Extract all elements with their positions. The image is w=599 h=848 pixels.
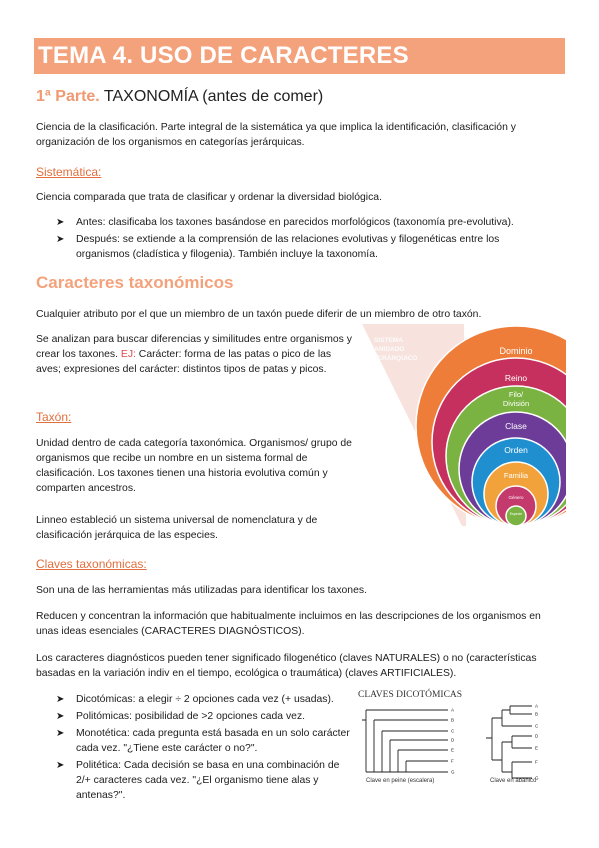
list-item: ➤ Dicotómicas: a elegir ÷ 2 opciones cada vez (+ usadas). bbox=[56, 694, 334, 705]
arrow-bullet-icon: ➤ bbox=[56, 694, 65, 705]
taxon-paragraph: Unidad dentro de cada categoría taxonómica. Organismos/ grupo de organismos que recibe un nombre en un sistema formal de clasificación. Los taxones tienen una historia evolutiva común y comparten ancestros. bbox=[36, 438, 352, 494]
caracteres-example-paragraph: Se analizan para buscar diferencias y similitudes entre organismos y crear los taxones. EJ: Carácter: forma de las patas o pico de las aves; expresiones del carácter: distintos tipos de patas y picos. bbox=[36, 334, 352, 375]
list-item: ➤ Politómicas: posibilidad de >2 opciones cada vez. bbox=[56, 711, 306, 722]
hierarchy-caption-line: ANIDADO bbox=[374, 346, 405, 353]
hierarchy-caption-line: JERÁRQUICO bbox=[374, 355, 418, 362]
comb-tip-label: C bbox=[451, 728, 455, 734]
arrow-bullet-icon: ➤ bbox=[56, 760, 65, 771]
linneo-paragraph: Linneo estableció un sistema universal de nomenclatura y de clasificación jerárquica de las especies. bbox=[36, 515, 318, 541]
claves-paragraph-3: Los caracteres diagnósticos pueden tener significado filogenético (claves NATURALES) o no (características basadas en la variación indiv en el tiempo, ecológica o traumática) (claves ARTIFICIALES). bbox=[36, 653, 537, 679]
hierarchy-level-label: División bbox=[502, 399, 530, 408]
list-item: ➤ Politética: Cada decisión se basa en una combinación de 2/+ caracteres cada vez. "¿El organismo tiene alas y antenas?". bbox=[56, 760, 340, 801]
arrow-bullet-icon: ➤ bbox=[56, 711, 65, 722]
arrow-bullet-icon: ➤ bbox=[56, 728, 65, 739]
claves-list bbox=[54, 692, 350, 805]
list-item: ➤ Antes: clasificaba los taxones basándose en parecidos morfológicos (taxonomía pre-evolutiva). bbox=[56, 217, 514, 228]
arrow-bullet-icon: ➤ bbox=[56, 217, 65, 228]
hierarchy-level-label: Especie bbox=[509, 512, 523, 516]
sistematica-paragraph: Ciencia comparada que trata de clasificar y ordenar la diversidad biológica. bbox=[36, 192, 382, 203]
sistematica-list bbox=[54, 215, 544, 264]
hierarchy-level-label: Familia bbox=[503, 471, 529, 480]
hierarchy-ring bbox=[506, 506, 526, 526]
fan-tip-label: F bbox=[535, 759, 538, 765]
arrow-bullet-icon: ➤ bbox=[56, 234, 65, 245]
section-heading-claves: Claves taxonómicas: bbox=[36, 557, 147, 571]
hierarchy-level-label: Clase bbox=[505, 421, 527, 431]
part-subtitle: (antes de comer) bbox=[202, 88, 324, 105]
fan-tip-label: B bbox=[535, 711, 539, 717]
list-item: ➤ Después: se extiende a la comprensión de las relaciones evolutivas y filogenéticas entre los organismos (cladística y filogenia). También incluye la taxonomía. bbox=[56, 234, 500, 260]
hierarchy-level-label: Dominio bbox=[499, 346, 533, 356]
claves-paragraph-1: Son una de las herramientas más utilizadas para identificar los taxones. bbox=[36, 585, 367, 596]
fan-tip-label: E bbox=[535, 745, 539, 751]
fan-tip-label: G bbox=[535, 775, 539, 781]
fan-tip-label: A bbox=[535, 703, 539, 709]
fan-tip-label: C bbox=[535, 723, 539, 729]
part-heading bbox=[36, 86, 323, 108]
example-label: EJ: bbox=[120, 349, 136, 360]
hierarchy-level-label: Reino bbox=[504, 373, 528, 383]
comb-tip-label: E bbox=[451, 747, 455, 753]
intro-paragraph: Ciencia de la clasificación. Parte integral de la sistemática ya que implica la identificación, clasificación y organización de los organismos en categorías jerárquicas. bbox=[36, 122, 516, 148]
list-item: ➤ Monotética: cada pregunta está basada en un solo carácter cada vez. "¿Tiene este carácter o no?". bbox=[56, 728, 350, 754]
hierarchy-level-label: Filo/ bbox=[508, 390, 524, 399]
comb-key-caption: Clave en peine (escalera) bbox=[366, 778, 435, 784]
section-heading-taxon: Taxón: bbox=[36, 410, 72, 424]
dichotomous-keys-figure bbox=[352, 686, 566, 786]
fan-key-caption: Clave en abanico bbox=[490, 778, 537, 784]
hierarchy-level-label: Orden bbox=[504, 445, 528, 455]
part-number: 1ª Parte. bbox=[36, 88, 100, 105]
page-title: TEMA 4. USO DE CARACTERES bbox=[34, 38, 565, 74]
section-heading-caracteres: Caracteres taxonómicos bbox=[36, 273, 234, 292]
comb-tip-label: B bbox=[451, 717, 455, 723]
comb-tip-label: G bbox=[451, 769, 455, 775]
comb-tip-label: D bbox=[451, 737, 455, 743]
comb-tip-label: F bbox=[451, 758, 454, 764]
keys-figure-title: CLAVES DICOTÓMICAS bbox=[358, 690, 463, 700]
caracteres-paragraph: Cualquier atributo por el que un miembro de un taxón puede diferir de un miembro de otro taxón. bbox=[36, 309, 482, 320]
claves-paragraph-2: Reducen y concentran la información que habitualmente incluimos en las descripciones de los organismos en unas ideas esenciales (CARACTERES DIAGNÓSTICOS). bbox=[36, 611, 541, 637]
part-title: TAXONOMÍA bbox=[103, 88, 198, 105]
section-heading-sistematica: Sistemática: bbox=[36, 165, 102, 179]
taxonomic-hierarchy-figure bbox=[360, 322, 566, 527]
fan-tip-label: D bbox=[535, 733, 539, 739]
hierarchy-caption-line: SISTEMA bbox=[374, 337, 403, 344]
hierarchy-level-label: Género bbox=[508, 495, 524, 500]
keys-background bbox=[352, 686, 566, 786]
comb-tip-label: A bbox=[451, 707, 455, 713]
